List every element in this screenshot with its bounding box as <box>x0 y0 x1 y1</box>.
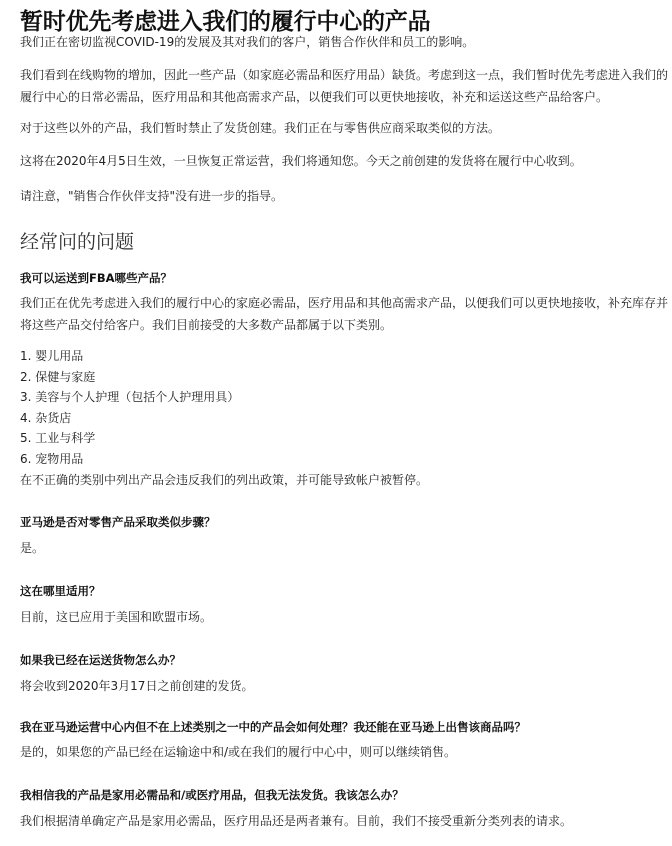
intro-paragraph-shipment-ban: 对于这些以外的产品，我们暂时禁止了发货创建。我们正在与零售供应商采取类似的方法。 <box>20 121 501 135</box>
list-item: 5. 工业与科学 <box>20 431 96 446</box>
list-item: 2. 保健与家庭 <box>20 369 96 384</box>
faq-answer-retail: 是。 <box>20 541 45 555</box>
faq-answer-which-products: 我们正在优先考虑进入我们的履行中心的家庭必需品，医疗用品和其他高需求产品，以便我们可以更快地接收，补充库存并将这些产品交付给客户。我们目前接受的大多数产品都属于以下类别。 <box>20 296 669 332</box>
faq-answer-where-applies: 目前，这已应用于美国和欧盟市场。 <box>20 610 213 624</box>
category-list-note: 在不正确的类别中列出产品会违反我们的列出政策，并可能导致帐户被暂停。 <box>20 472 429 487</box>
list-item: 1. 婴儿用品 <box>20 349 84 363</box>
intro-paragraph-prioritization: 我们看到在线购物的增加，因此一些产品（如家庭必需品和医疗用品）缺货。考虑到这一点，我们暂时优先考虑进入我们的履行中心的日常必需品，医疗用品和其他高需求产品，以便我们可以更快地接收，补充和运送这些产品给客户。 <box>20 68 669 104</box>
intro-paragraph-support-note: 请注意，"销售合作伙伴支持"没有进一步的指导。 <box>20 189 284 203</box>
faq-heading: 经常问的问题 <box>20 231 135 253</box>
list-item: 3. 美容与个人护理（包括个人护理用具） <box>20 390 240 405</box>
faq-question-inventory-not-listed: 我在亚马逊运营中心内但不在上述类别之一中的产品会如何处理？我还能在亚马逊上出售该商品吗？ <box>20 720 526 734</box>
faq-question-retail: 亚马逊是否对零售产品采取类似步骤？ <box>20 515 216 529</box>
faq-answer-essential-items: 我们根据清单确定产品是家用必需品，医疗用品还是两者兼有。目前，我们不接受重新分类列表的请求。 <box>20 814 573 828</box>
intro-paragraph-effective-date: 这将在2020年4月5日生效，一旦恢复正常运营，我们将通知您。今天之前创建的发货将在履行中心收到。 <box>20 154 582 168</box>
list-item: 6. 宠物用品 <box>20 451 84 466</box>
list-item: 4. 杂货店 <box>20 410 72 425</box>
faq-answer-already-shipping: 将会收到2020年3月17日之前创建的发货。 <box>20 679 254 693</box>
faq-question-already-shipping: 如果我已经在运送货物怎么办？ <box>20 653 181 667</box>
faq-question-which-products: 我可以运送到FBA哪些产品？ <box>20 271 173 285</box>
faq-question-where-applies: 这在哪里适用？ <box>20 584 101 598</box>
page-title: 暂时优先考虑进入我们的履行中心的产品 <box>20 9 431 35</box>
intro-paragraph-monitoring: 我们正在密切监视COVID-19的发展及其对我们的客户，销售合作伙伴和员工的影响。 <box>20 35 475 49</box>
category-list <box>20 346 428 490</box>
faq-question-essential-items: 我相信我的产品是家用必需品和/或医疗用品，但我无法发货。我该怎么办？ <box>20 788 404 802</box>
faq-answer-inventory-not-listed: 是的，如果您的产品已经在运输途中和/或在我们的履行中心中，则可以继续销售。 <box>20 745 457 759</box>
